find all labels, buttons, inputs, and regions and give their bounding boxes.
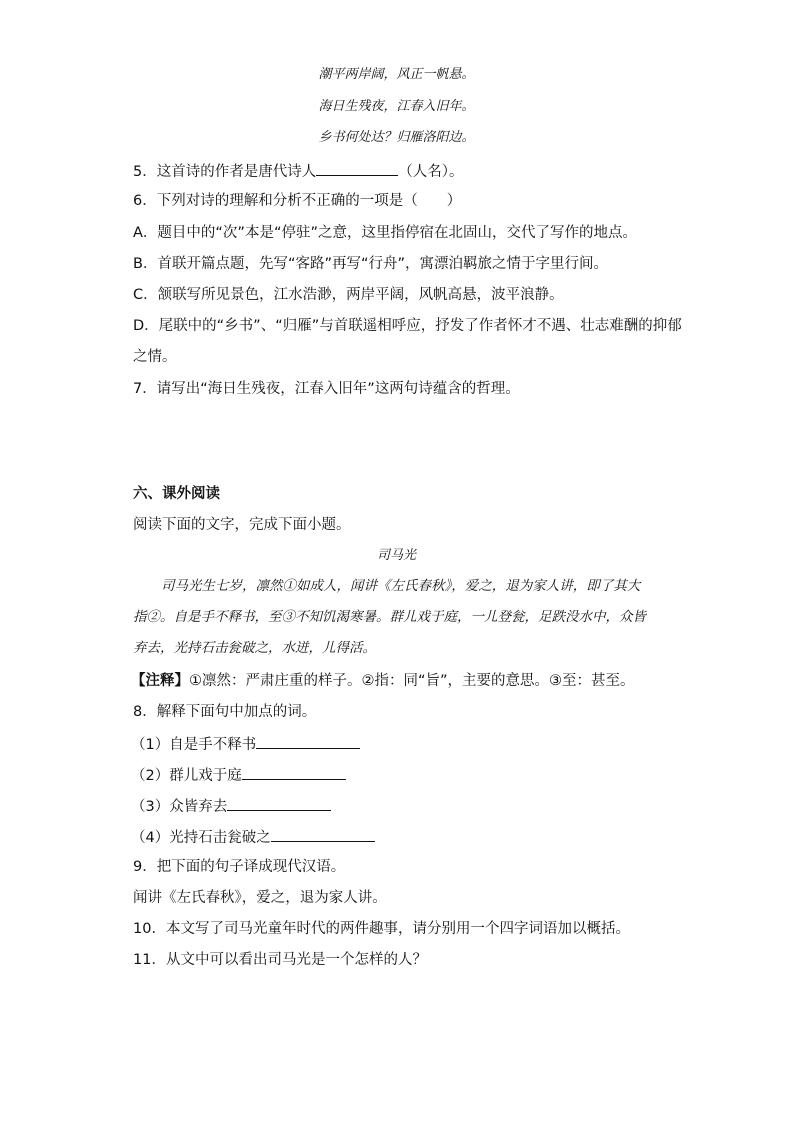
answer-blank[interactable] xyxy=(227,795,331,811)
section-instruction: 阅读下面的文字，完成下面小题。 xyxy=(133,517,351,533)
poem-line-2: 海日生残夜，江春入旧年。 xyxy=(318,99,475,114)
question-5-prefix: 5．这首诗的作者是唐代诗人 xyxy=(133,164,317,180)
passage-line-2: 指②。自是手不释书，至③不知饥渴寒暑。群儿戏于庭，一儿登瓮，足跌没水中，众皆 xyxy=(133,609,646,625)
item-text: （4）光持石击瓮破之 xyxy=(131,830,271,846)
question-5-suffix: （人名）。 xyxy=(398,164,464,180)
question-9-sentence: 闻讲《左氏春秋》，爱之，退为家人讲。 xyxy=(133,890,387,906)
section-heading: 六、课外阅读 xyxy=(133,486,220,502)
item-text: （1）自是手不释书 xyxy=(131,737,257,753)
annotation xyxy=(131,671,635,691)
passage-line-1: 司马光生七岁，凛然①如成人，闻讲《左氏春秋》，爱之，退为家人讲，即了其大 xyxy=(161,578,641,594)
option-a: A．题目中的“次”本是“停驻”之意，这里指停宿在北固山，交代了写作的地点。 xyxy=(133,225,637,241)
poem-line-3: 乡书何处达？归雁洛阳边。 xyxy=(318,130,475,145)
question-8-item-2 xyxy=(131,764,346,786)
answer-blank[interactable] xyxy=(271,826,375,842)
question-7: 7．请写出“海日生残夜，江春入旧年”这两句诗蕴含的哲理。 xyxy=(133,381,520,397)
answer-blank[interactable] xyxy=(242,764,346,780)
option-c: C．颔联写所见景色，江水浩渺，两岸平阔，风帆高悬，波平浪静。 xyxy=(133,287,564,303)
poem-line-1: 潮平两岸阔，风正一帆悬。 xyxy=(318,67,475,82)
annotation-text: ①凛然：严肃庄重的样子。②指：同“旨”，主要的意思。③至：甚至。 xyxy=(189,673,635,689)
question-9-stem: 9．把下面的句子译成现代汉语。 xyxy=(133,859,346,875)
question-8-item-3 xyxy=(131,795,331,817)
answer-blank[interactable] xyxy=(256,733,360,749)
option-d: D．尾联中的“乡书”、“归雁”与首联遥相呼应，抒发了作者怀才不遇、壮志难酬的抑郁 xyxy=(133,318,682,334)
question-8-item-4 xyxy=(131,826,375,848)
option-d-continued: 之情。 xyxy=(133,349,177,365)
annotation-label: 【注释】 xyxy=(131,673,189,689)
item-text: （3）众皆弃去 xyxy=(131,799,228,815)
question-11: 11．从文中可以看出司马光是一个怎样的人？ xyxy=(133,952,427,968)
question-8-stem: 8．解释下面句中加点的词。 xyxy=(133,704,317,720)
passage-title: 司马光 xyxy=(376,548,416,563)
question-5 xyxy=(133,160,463,182)
option-b: B．首联开篇点题，先写“客路”再写“行舟”，寓漂泊羁旅之情于字里行间。 xyxy=(133,256,608,272)
question-10: 10．本文写了司马光童年时代的两件趣事，请分别用一个四字词语加以概括。 xyxy=(133,921,630,937)
passage-line-3: 弃去，光持石击瓮破之，水迸，儿得活。 xyxy=(133,640,376,656)
item-text: （2）群儿戏于庭 xyxy=(131,768,242,784)
question-6-stem: 6．下列对诗的理解和分析不正确的一项是（ ） xyxy=(133,193,462,209)
answer-blank[interactable] xyxy=(316,160,398,176)
question-8-item-1 xyxy=(131,733,360,755)
